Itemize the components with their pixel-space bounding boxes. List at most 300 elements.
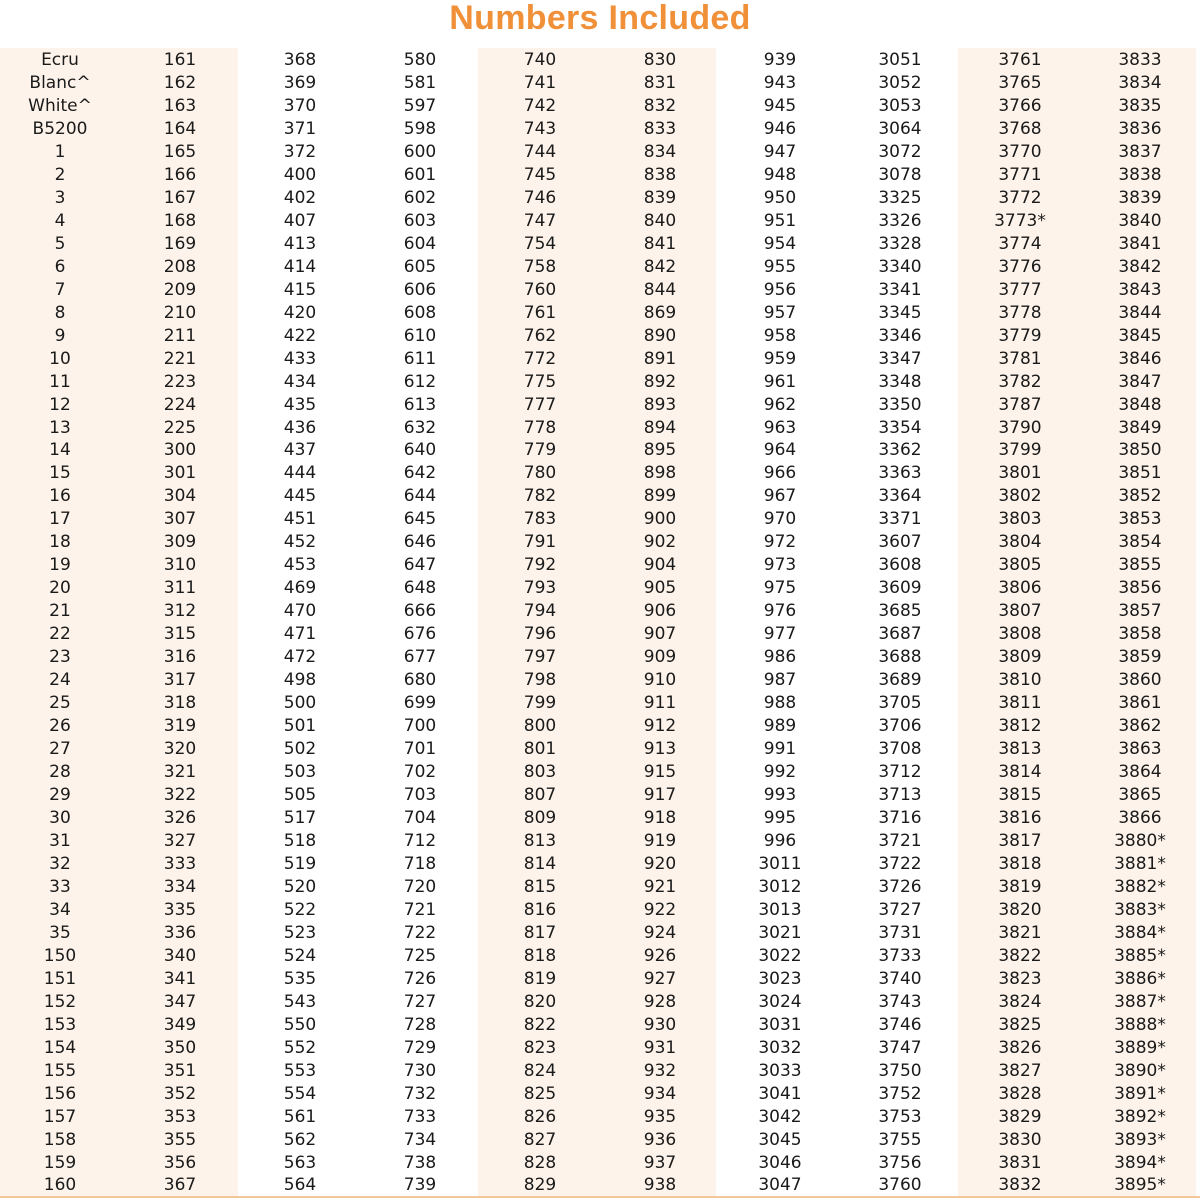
number-cell: 155 xyxy=(43,1060,77,1081)
number-cell: 779 xyxy=(523,440,557,461)
number-cell: 809 xyxy=(523,807,557,828)
number-cell: 899 xyxy=(643,486,677,507)
number-cell: 946 xyxy=(763,118,797,139)
number-cell: 3774 xyxy=(998,233,1042,254)
number-cell: 3 xyxy=(54,187,66,208)
number-cell: 3350 xyxy=(878,394,922,415)
number-cell: 3880* xyxy=(1114,830,1166,851)
number-cell: 3761 xyxy=(998,50,1042,70)
number-cell: 159 xyxy=(43,1152,77,1173)
number-cell: 598 xyxy=(403,118,437,139)
number-cell: 3888* xyxy=(1114,1014,1166,1035)
number-cell: 500 xyxy=(283,693,317,714)
number-cell: 961 xyxy=(763,371,797,392)
number-column xyxy=(720,49,840,1197)
number-cell: 3743 xyxy=(878,991,922,1012)
number-cell: 917 xyxy=(643,785,677,805)
number-cell: 452 xyxy=(283,532,317,553)
number-cell: 154 xyxy=(43,1037,77,1058)
number-cell: 3817 xyxy=(998,830,1042,851)
number-cell: 677 xyxy=(403,647,437,668)
number-cell: 3051 xyxy=(878,50,922,70)
number-cell: 3837 xyxy=(1118,141,1162,162)
number-cell: 3893* xyxy=(1114,1129,1166,1150)
number-cell: 799 xyxy=(523,693,557,714)
number-cell: 3770 xyxy=(998,141,1042,162)
number-cell: 935 xyxy=(643,1106,677,1127)
number-cell: 3811 xyxy=(998,693,1042,714)
number-cell: 976 xyxy=(763,601,797,622)
number-cell: 300 xyxy=(163,440,197,461)
number-cell: 3863 xyxy=(1118,739,1162,760)
number-cell: 3033 xyxy=(758,1060,802,1081)
number-cell: 798 xyxy=(523,670,557,691)
number-cell: 815 xyxy=(523,876,557,897)
number-cell: 434 xyxy=(283,371,317,392)
number-cell: 311 xyxy=(163,578,197,599)
number-cell: 11 xyxy=(49,371,71,392)
number-column xyxy=(360,49,480,1197)
number-cell: 3340 xyxy=(878,256,922,277)
number-cell: 3828 xyxy=(998,1083,1042,1104)
number-cell: 370 xyxy=(283,95,317,116)
number-cell: 166 xyxy=(163,164,197,185)
number-column xyxy=(960,49,1080,1197)
number-cell: 991 xyxy=(763,739,797,760)
number-cell: 341 xyxy=(163,968,197,989)
number-cell: 782 xyxy=(523,486,557,507)
number-cell: 3363 xyxy=(878,463,922,484)
number-cell: 733 xyxy=(403,1106,437,1127)
number-cell: 680 xyxy=(403,670,437,691)
number-cell: 3825 xyxy=(998,1014,1042,1035)
number-cell: 644 xyxy=(403,486,437,507)
number-cell: 3826 xyxy=(998,1037,1042,1058)
number-cell: 3881* xyxy=(1114,853,1166,874)
number-cell: 470 xyxy=(283,601,317,622)
number-cell: 3064 xyxy=(878,118,922,139)
number-cell: 3753 xyxy=(878,1106,922,1127)
number-cell: 746 xyxy=(523,187,557,208)
number-cell: 336 xyxy=(163,922,197,943)
number-cell: 3861 xyxy=(1118,693,1162,714)
number-cell: 924 xyxy=(643,922,677,943)
number-cell: 3891* xyxy=(1114,1083,1166,1104)
number-cell: 3802 xyxy=(998,486,1042,507)
number-cell: 945 xyxy=(763,95,797,116)
number-cell: 3345 xyxy=(878,302,922,323)
number-cell: 839 xyxy=(643,187,677,208)
number-cell: 3766 xyxy=(998,95,1042,116)
number-cell: 368 xyxy=(283,50,317,70)
number-cell: 3882* xyxy=(1114,876,1166,897)
number-cell: 3364 xyxy=(878,486,922,507)
number-cell: 3852 xyxy=(1118,486,1162,507)
number-cell: 169 xyxy=(163,233,197,254)
number-cell: 334 xyxy=(163,876,197,897)
number-cell: 349 xyxy=(163,1014,197,1035)
number-cell: 772 xyxy=(523,348,557,369)
number-cell: 987 xyxy=(763,670,797,691)
number-cell: 720 xyxy=(403,876,437,897)
number-cell: 3814 xyxy=(998,762,1042,783)
number-cell: 3024 xyxy=(758,991,802,1012)
number-cell: 922 xyxy=(643,899,677,920)
number-cell: 415 xyxy=(283,279,317,300)
number-cell: 400 xyxy=(283,164,317,185)
number-cell: 891 xyxy=(643,348,677,369)
number-cell: 327 xyxy=(163,830,197,851)
number-cell: 722 xyxy=(403,922,437,943)
number-cell: 211 xyxy=(163,325,197,346)
number-cell: 954 xyxy=(763,233,797,254)
number-cell: 729 xyxy=(403,1037,437,1058)
number-cell: 817 xyxy=(523,922,557,943)
number-cell: 3829 xyxy=(998,1106,1042,1127)
number-cell: 30 xyxy=(49,807,71,828)
number-cell: 988 xyxy=(763,693,797,714)
number-cell: 35 xyxy=(49,922,71,943)
number-cell: 3689 xyxy=(878,670,922,691)
number-cell: 3607 xyxy=(878,532,922,553)
number-cell: 3021 xyxy=(758,922,802,943)
number-cell: 33 xyxy=(49,876,71,897)
number-cell: 975 xyxy=(763,578,797,599)
number-cell: 472 xyxy=(283,647,317,668)
number-cell: 3731 xyxy=(878,922,922,943)
number-cell: 522 xyxy=(283,899,317,920)
number-cell: 433 xyxy=(283,348,317,369)
number-cell: 3713 xyxy=(878,785,922,805)
number-cell: 913 xyxy=(643,739,677,760)
number-cell: 3782 xyxy=(998,371,1042,392)
number-cell: 930 xyxy=(643,1014,677,1035)
number-cell: 3810 xyxy=(998,670,1042,691)
number-cell: 321 xyxy=(163,762,197,783)
number-cell: 505 xyxy=(283,785,317,805)
number-cell: 3830 xyxy=(998,1129,1042,1150)
numbers-table xyxy=(0,49,1200,1197)
number-cell: 970 xyxy=(763,509,797,530)
number-cell: 934 xyxy=(643,1083,677,1104)
number-cell: 3341 xyxy=(878,279,922,300)
number-cell: 3346 xyxy=(878,325,922,346)
number-cell: 352 xyxy=(163,1083,197,1104)
number-cell: 841 xyxy=(643,233,677,254)
number-cell: 3805 xyxy=(998,555,1042,576)
number-cell: 3824 xyxy=(998,991,1042,1012)
number-cell: 3779 xyxy=(998,325,1042,346)
number-cell: 3022 xyxy=(758,945,802,966)
number-cell: 822 xyxy=(523,1014,557,1035)
number-cell: 437 xyxy=(283,440,317,461)
number-cell: 3772 xyxy=(998,187,1042,208)
number-cell: 726 xyxy=(403,968,437,989)
number-cell: 162 xyxy=(163,72,197,93)
number-cell: 160 xyxy=(43,1175,77,1196)
number-cell: 910 xyxy=(643,670,677,691)
number-column xyxy=(840,49,960,1197)
number-cell: 355 xyxy=(163,1129,197,1150)
number-cell: 818 xyxy=(523,945,557,966)
number-cell: 964 xyxy=(763,440,797,461)
number-cell: 827 xyxy=(523,1129,557,1150)
number-cell: 3072 xyxy=(878,141,922,162)
number-cell: 829 xyxy=(523,1175,557,1196)
number-cell: 3839 xyxy=(1118,187,1162,208)
number-cell: 977 xyxy=(763,624,797,645)
number-cell: 3809 xyxy=(998,647,1042,668)
number-cell: 3846 xyxy=(1118,348,1162,369)
number-cell: 3845 xyxy=(1118,325,1162,346)
number-cell: 3752 xyxy=(878,1083,922,1104)
number-column xyxy=(0,49,120,1197)
number-cell: 742 xyxy=(523,95,557,116)
number-cell: 3849 xyxy=(1118,417,1162,438)
number-cell: 902 xyxy=(643,532,677,553)
number-cell: 3733 xyxy=(878,945,922,966)
number-cell: 3348 xyxy=(878,371,922,392)
number-cell: 353 xyxy=(163,1106,197,1127)
number-cell: 936 xyxy=(643,1129,677,1150)
number-cell: 604 xyxy=(403,233,437,254)
number-cell: 3842 xyxy=(1118,256,1162,277)
number-cell: 523 xyxy=(283,922,317,943)
number-cell: 3844 xyxy=(1118,302,1162,323)
number-cell: 24 xyxy=(49,670,71,691)
number-cell: 501 xyxy=(283,716,317,737)
number-cell: 918 xyxy=(643,807,677,828)
number-cell: 32 xyxy=(49,853,71,874)
number-cell: 31 xyxy=(49,830,71,851)
number-cell: 906 xyxy=(643,601,677,622)
number-cell: 926 xyxy=(643,945,677,966)
number-cell: 712 xyxy=(403,830,437,851)
number-cell: 435 xyxy=(283,394,317,415)
number-column xyxy=(120,49,240,1197)
number-cell: 3746 xyxy=(878,1014,922,1035)
number-cell: 951 xyxy=(763,210,797,231)
number-cell: 157 xyxy=(43,1106,77,1127)
number-cell: 3052 xyxy=(878,72,922,93)
number-cell: 728 xyxy=(403,1014,437,1035)
number-cell: 3078 xyxy=(878,164,922,185)
number-cell: 613 xyxy=(403,394,437,415)
number-cell: 989 xyxy=(763,716,797,737)
number-cell: 3854 xyxy=(1118,532,1162,553)
number-cell: 745 xyxy=(523,164,557,185)
number-cell: 309 xyxy=(163,532,197,553)
number-cell: 907 xyxy=(643,624,677,645)
number-cell: 3722 xyxy=(878,853,922,874)
number-cell: 29 xyxy=(49,785,71,805)
number-cell: 19 xyxy=(49,555,71,576)
number-cell: 1 xyxy=(54,141,66,162)
number-cell: 744 xyxy=(523,141,557,162)
number-cell: 600 xyxy=(403,141,437,162)
number-cell: 3823 xyxy=(998,968,1042,989)
number-cell: 762 xyxy=(523,325,557,346)
number-cell: 730 xyxy=(403,1060,437,1081)
number-cell: 820 xyxy=(523,991,557,1012)
number-cell: 699 xyxy=(403,693,437,714)
number-cell: 732 xyxy=(403,1083,437,1104)
number-cell: 3820 xyxy=(998,899,1042,920)
number-cell: 3804 xyxy=(998,532,1042,553)
number-cell: 23 xyxy=(49,647,71,668)
number-cell: 520 xyxy=(283,876,317,897)
number-cell: 563 xyxy=(283,1152,317,1173)
number-cell: 754 xyxy=(523,233,557,254)
number-cell: 3890* xyxy=(1114,1060,1166,1081)
number-cell: 422 xyxy=(283,325,317,346)
number-cell: 165 xyxy=(163,141,197,162)
number-cell: 840 xyxy=(643,210,677,231)
number-cell: 3012 xyxy=(758,876,802,897)
number-cell: 959 xyxy=(763,348,797,369)
number-cell: 550 xyxy=(283,1014,317,1035)
number-cell: 8 xyxy=(54,302,66,323)
number-cell: 209 xyxy=(163,279,197,300)
number-cell: 301 xyxy=(163,463,197,484)
number-cell: 819 xyxy=(523,968,557,989)
number-cell: 3790 xyxy=(998,417,1042,438)
number-cell: 543 xyxy=(283,991,317,1012)
number-cell: 20 xyxy=(49,578,71,599)
number-cell: 152 xyxy=(43,991,77,1012)
number-cell: 3787 xyxy=(998,394,1042,415)
number-cell: 3740 xyxy=(878,968,922,989)
number-cell: 3031 xyxy=(758,1014,802,1035)
number-cell: 3894* xyxy=(1114,1152,1166,1173)
number-cell: 3859 xyxy=(1118,647,1162,668)
number-cell: 894 xyxy=(643,417,677,438)
number-cell: 832 xyxy=(643,95,677,116)
number-cell: 168 xyxy=(163,210,197,231)
number-cell: 372 xyxy=(283,141,317,162)
number-cell: 646 xyxy=(403,532,437,553)
number-cell: 3834 xyxy=(1118,72,1162,93)
number-cell: 3773* xyxy=(994,210,1046,231)
number-cell: 3895* xyxy=(1114,1175,1166,1196)
number-cell: 612 xyxy=(403,371,437,392)
number-cell: 498 xyxy=(283,670,317,691)
number-cell: 915 xyxy=(643,762,677,783)
number-cell: 962 xyxy=(763,394,797,415)
number-cell: 326 xyxy=(163,807,197,828)
number-cell: 3776 xyxy=(998,256,1042,277)
number-cell: 3801 xyxy=(998,463,1042,484)
number-cell: 831 xyxy=(643,72,677,93)
number-cell: 605 xyxy=(403,256,437,277)
number-cell: 161 xyxy=(163,50,197,70)
number-cell: 967 xyxy=(763,486,797,507)
number-cell: 928 xyxy=(643,991,677,1012)
number-cell: 611 xyxy=(403,348,437,369)
number-cell: 966 xyxy=(763,463,797,484)
number-cell: 3688 xyxy=(878,647,922,668)
number-cell: 956 xyxy=(763,279,797,300)
number-cell: 210 xyxy=(163,302,197,323)
number-cell: 167 xyxy=(163,187,197,208)
number-cell: 3705 xyxy=(878,693,922,714)
number-cell: 947 xyxy=(763,141,797,162)
number-cell: 6 xyxy=(54,256,66,277)
number-cell: 783 xyxy=(523,509,557,530)
number-cell: 919 xyxy=(643,830,677,851)
number-cell: 700 xyxy=(403,716,437,737)
number-cell: 367 xyxy=(163,1175,197,1196)
number-cell: 892 xyxy=(643,371,677,392)
number-cell: 3325 xyxy=(878,187,922,208)
number-cell: 995 xyxy=(763,807,797,828)
number-cell: 3011 xyxy=(758,853,802,874)
number-cell: 3326 xyxy=(878,210,922,231)
number-cell: Blanc^ xyxy=(29,72,91,93)
number-cell: 3053 xyxy=(878,95,922,116)
number-cell: 608 xyxy=(403,302,437,323)
number-cell: 800 xyxy=(523,716,557,737)
number-cell: 816 xyxy=(523,899,557,920)
number-cell: 603 xyxy=(403,210,437,231)
number-cell: 734 xyxy=(403,1129,437,1150)
number-cell: 225 xyxy=(163,417,197,438)
number-cell: 938 xyxy=(643,1175,677,1196)
number-cell: 3857 xyxy=(1118,601,1162,622)
number-cell: 371 xyxy=(283,118,317,139)
number-cell: 972 xyxy=(763,532,797,553)
number-cell: 3608 xyxy=(878,555,922,576)
number-cell: 992 xyxy=(763,762,797,783)
number-cell: 444 xyxy=(283,463,317,484)
number-cell: 4 xyxy=(54,210,66,231)
number-cell: 3815 xyxy=(998,785,1042,805)
number-cell: 893 xyxy=(643,394,677,415)
number-cell: 676 xyxy=(403,624,437,645)
number-cell: 436 xyxy=(283,417,317,438)
number-cell: 701 xyxy=(403,739,437,760)
number-cell: 524 xyxy=(283,945,317,966)
number-cell: 3750 xyxy=(878,1060,922,1081)
number-cell: 223 xyxy=(163,371,197,392)
number-cell: 3687 xyxy=(878,624,922,645)
number-cell: 642 xyxy=(403,463,437,484)
number-cell: 3822 xyxy=(998,945,1042,966)
number-cell: 322 xyxy=(163,785,197,805)
number-cell: 221 xyxy=(163,348,197,369)
number-cell: 580 xyxy=(403,50,437,70)
number-cell: 3819 xyxy=(998,876,1042,897)
number-cell: 702 xyxy=(403,762,437,783)
number-cell: 869 xyxy=(643,302,677,323)
number-cell: 351 xyxy=(163,1060,197,1081)
number-cell: 834 xyxy=(643,141,677,162)
number-cell: 3771 xyxy=(998,164,1042,185)
number-cell: 645 xyxy=(403,509,437,530)
number-cell: 647 xyxy=(403,555,437,576)
number-cell: 564 xyxy=(283,1175,317,1196)
number-cell: 3685 xyxy=(878,601,922,622)
number-cell: 920 xyxy=(643,853,677,874)
number-column xyxy=(1080,49,1200,1197)
number-cell: 747 xyxy=(523,210,557,231)
number-column xyxy=(600,49,720,1197)
number-cell: 12 xyxy=(49,394,71,415)
number-cell: 3756 xyxy=(878,1152,922,1173)
number-cell: 3862 xyxy=(1118,716,1162,737)
number-cell: 3727 xyxy=(878,899,922,920)
number-cell: 3832 xyxy=(998,1175,1042,1196)
